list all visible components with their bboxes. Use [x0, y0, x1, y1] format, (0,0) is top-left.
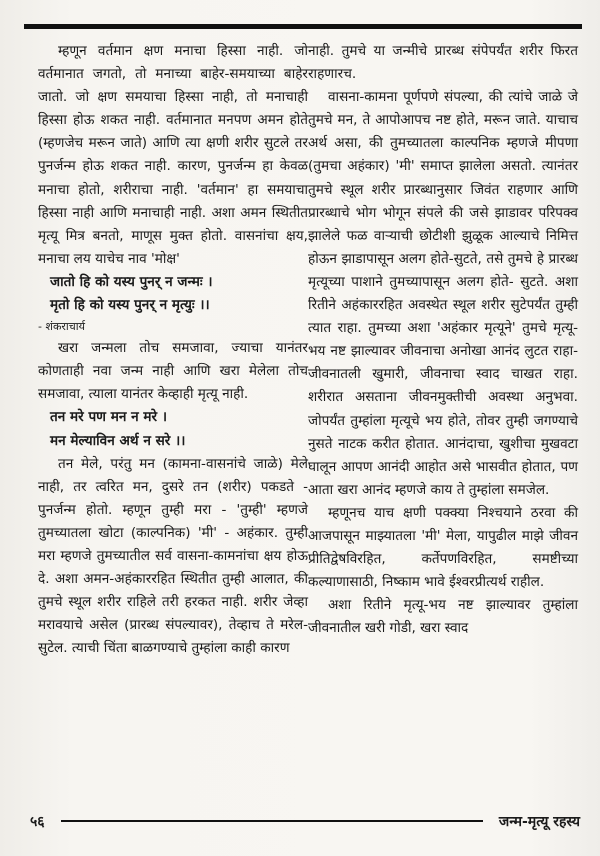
- top-rule: [24, 24, 582, 29]
- right-paragraph-2: वासना-कामना पूर्णपणे संपल्या, की त्यांचे जाळे जे तुमचे मन, ते आपोआपच नष्ट होते, मरून जाते. याचाच अर्थ असा, की तुमच्यातला काल्पनिक म्हणजे मीपणा (तुमचा अहंकार) 'मी' समाप्त झालेला असतो. त्यानंतर तुमचे स्थूल शरीर प्रारब्धानुसार जिवंत राहणार आणि प्रारब्धाचे भोग भोगून संपले की जसे झाडावर परिपक्व झालेले फळ वाऱ्याची छोटीशी झुळूक आल्याचे निमित्त होऊन झाडापासून अलग होते-सुटते, तसे तुमचे हे प्रारब्ध मृत्यूच्या पाशाने तुमच्यापासून अलग होते- सुटते. अशा रितीने अहंकाररहित अवस्थेत स्थूल शरीर सुटेपर्यंत तुम्ही त्यात राहा. तुमच्या अशा 'अहंकार मृत्यूने' तुमचे मृत्यू-भय नष्ट झाल्यावर जीवनाचा अनोखा आनंद लुटत राहा-जीवनातली खुमारी, जीवनाचा स्वाद चाखत राहा. शरीरात असताना जीवनमुक्तीची अवस्था अनुभवा. जोपर्यंत तुम्हांला मृत्यूचे भय होते, तोवर तुम्ही जगण्याचे नुसते नाटक करीत होतात. आनंदाचा, खुशीचा मुखवटा घालून आपण आनंदी आहोत असे भासवीत होतात, पण आता खरा आनंद म्हणजे काय ते तुम्हांला समजेल.: [308, 89, 578, 498]
- left-paragraph-1: म्हणून वर्तमान क्षण मनाचा हिस्सा नाही. जो वर्तमानात जगतो, तो मनाच्या बाहेर-समयाच्या बाहेर जातो. जो क्षण समयाचा हिस्सा नाही, तो मनाचाही हिस्सा होऊ शकत नाही. वर्तमानात मनपण अमन होते (म्हणजेच मरून जाते) आणि त्या क्षणी शरीर सुटले तर पुनर्जन्म होऊ शकत नाही. कारण, पुनर्जन्म हा केवळ मनाचा होतो, शरीराचा नाही. 'वर्तमान' हा समयाचा हिस्सा नाही आणि मनाचाही नाही. अशा अमन स्थितीत मृत्यू मित्र बनतो, माणूस मुक्त होतो. वासनांचा क्षय, मनाचा लय याचेच नाव 'मोक्ष': [38, 43, 308, 267]
- footer-rule: [61, 820, 483, 822]
- right-paragraph-4: अशा रितीने मृत्यू-भय नष्ट झाल्यावर तुम्हांला जीवनातील खरी गोडी, खरा स्वाद: [308, 597, 578, 637]
- right-column: [308, 40, 578, 640]
- right-paragraph-3: म्हणूनच याच क्षणी पक्क्या निश्चयाने ठरवा की आजपासून माझ्यातला 'मी' मेला, यापुढील माझे जीवन प्रीतिद्वेषविरहित, कर्तेपणविरहित, समष्टीच्या कल्याणासाठी, निष्काम भावे ईश्वरप्रीत्यर्थ राहील.: [308, 504, 578, 591]
- left-paragraph-2: खरा जन्मला तोच समजावा, ज्याचा यानंतर कोणताही नवा जन्म नाही आणि खरा मेलेला तोच समजावा, त्याला यानंतर केव्हाही मृत्यू नाही.: [38, 340, 308, 403]
- sanskrit-verse-line-2: मृतो हि को यस्य पुनर् न मृत्युः ।।: [50, 297, 210, 314]
- right-paragraph-1: नाही. तुमचे या जन्मीचे प्रारब्ध संपेपर्यंत शरीर फिरत राहणारच.: [308, 43, 578, 83]
- marathi-verse-line-2: मन मेल्याविन अर्थ न सरे ।।: [50, 432, 186, 449]
- page-number: ५६: [30, 813, 45, 830]
- page-footer: [30, 810, 580, 832]
- marathi-verse-line-1: तन मरे पण मन न मरे ।: [50, 409, 167, 426]
- running-title: जन्म-मृत्यू रहस्य: [498, 813, 580, 830]
- left-column: [38, 40, 308, 660]
- verse-attribution: - शंकराचार्य: [38, 320, 85, 334]
- sanskrit-verse-line-1: जातो हि को यस्य पुनर् न जन्मः ।: [50, 273, 213, 290]
- left-paragraph-3: तन मेले, परंतु मन (कामना-वासनांचे जाळे) मेले नाही, तर त्वरित मन, दुसरे तन (शरीर) पकडते - पुनर्जन्म होतो. म्हणून तुम्ही मरा - 'तुम्ही' म्हणजे तुमच्यातला खोटा (काल्पनिक) 'मी' - अहंकार. तुम्ही मरा म्हणजे तुमच्यातील सर्व वासना-कामनांचा क्षय होऊ दे. अशा अमन-अहंकाररहित स्थितीत तुम्ही आलात, की तुमचे स्थूल शरीर राहिले तरी हरकत नाही. शरीर जेव्हा मरावयाचे असेल (प्रारब्ध संपल्यावर), तेव्हाच ते मरेल-सुटेल. त्याची चिंता बाळगण्याचे तुम्हांला काही कारण: [38, 455, 308, 657]
